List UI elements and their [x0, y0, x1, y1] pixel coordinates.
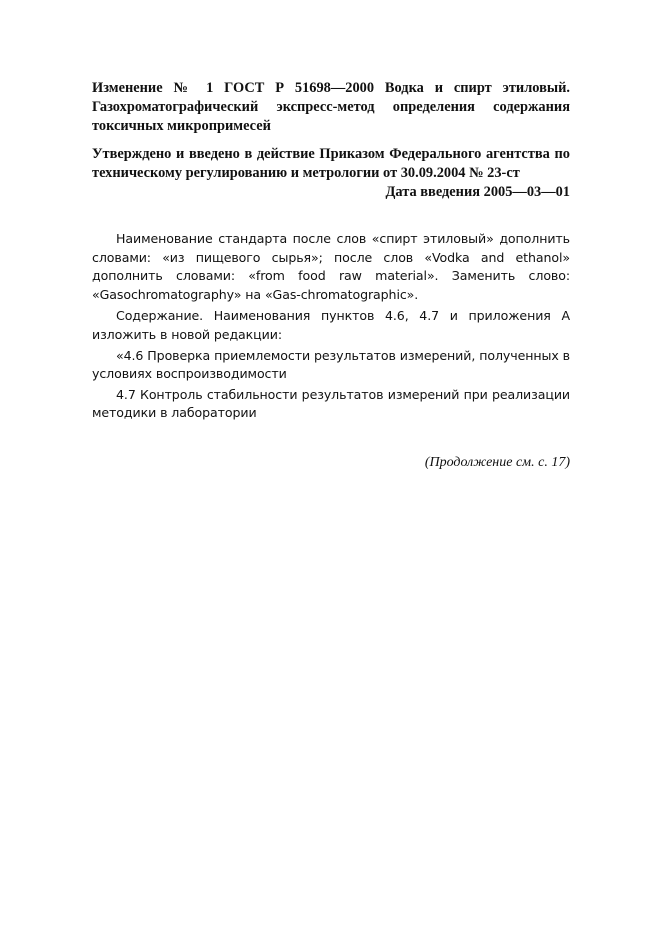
body-paragraph-title-change: Наименование стандарта после слов «спирт этиловый» дополнить словами: «из пищевого сырья»; после слов «Vodka and ethanol» дополнить словами: «from food raw material». Заменить слово: «Gasochromatography» на «Gas-chromatographic».	[92, 231, 570, 302]
body-paragraph-item-4-6: «4.6 Проверка приемлемости результатов измерений, полученных в условиях воспроизводимости	[92, 347, 570, 382]
effective-date: Дата введения 2005—03—01	[385, 184, 570, 200]
approval-statement: Утверждено и введено в действие Приказом Федерального агентства по техническому регулированию и метрологии от 30.09.2004 № 23-ст	[92, 146, 570, 181]
document-page	[92, 79, 570, 472]
body-paragraph-item-4-7: 4.7 Контроль стабильности результатов измерений при реализации методики в лаборатории	[92, 386, 570, 421]
amendment-title: Изменение № 1 ГОСТ Р 51698—2000 Водка и спирт этиловый. Газохроматографический экспресс-метод определения содержания токсичных микропримесей	[92, 80, 570, 134]
amendment-body	[92, 230, 570, 423]
body-paragraph-contents: Содержание. Наименования пунктов 4.6, 4.7 и приложения А изложить в новой редакции:	[92, 308, 570, 342]
continuation-note: (Продолжение см. с. 17)	[424, 454, 570, 470]
